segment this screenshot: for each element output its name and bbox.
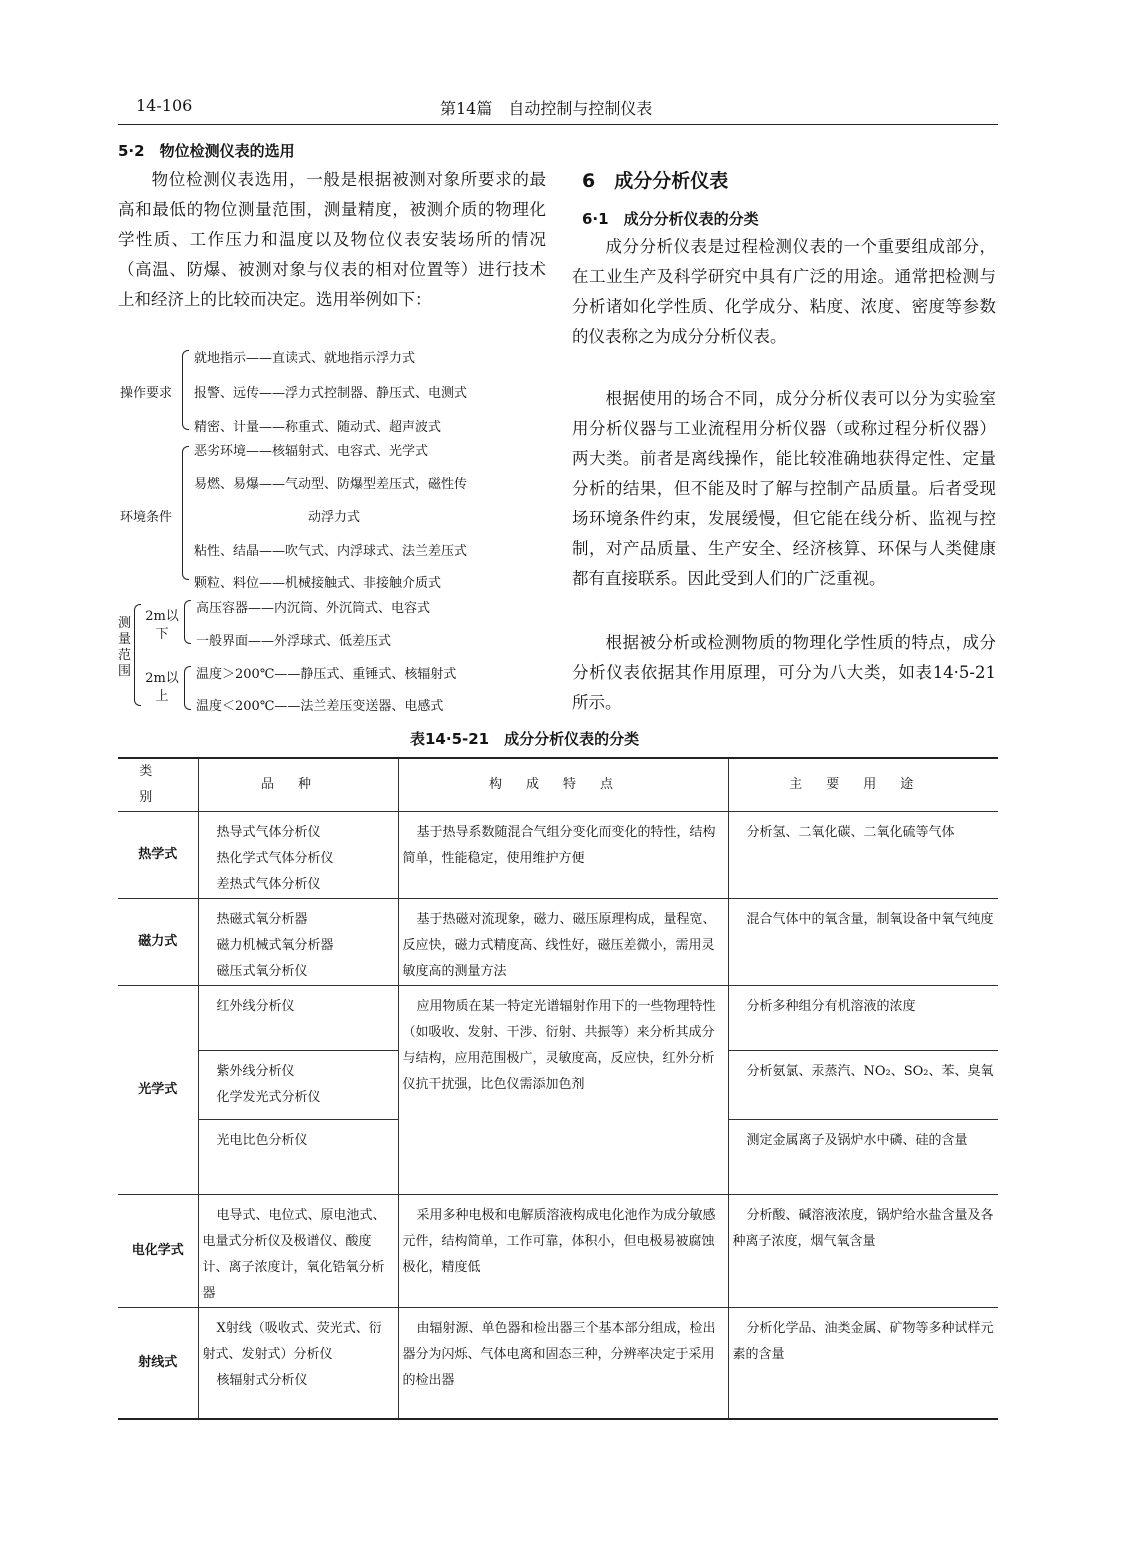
uses-cell: 测定金属离子及锅炉水中磷、硅的含量 [728,1120,998,1195]
features-cell: 基于热磁对流现象，磁力、磁压原理构成，量程宽、反应快，磁力式精度高、线性好，磁压差微小，需用灵敏度高的测量方法 [398,899,728,986]
variety-cell [198,1308,398,1420]
variety-cell [198,1051,398,1120]
section-title: 第14篇 自动控制与控制仪表 [440,99,653,118]
table-row [118,1195,998,1308]
right-paragraph [572,232,996,352]
tree-over-item: 温度＜200℃——法兰差压变送器、电感式 [196,699,444,714]
header-category: 类别 [118,758,198,812]
right-paragraph [572,384,996,594]
left-paragraph-text: 物位检测仪表选用，一般是根据被测对象所要求的最高和最低的物位测量范围，测量精度，被测介质的物理化学性质、工作压力和温度以及物位仪表安装场所的情况（高温、防爆、被测对象与仪表的相对位置等）进行技术上和经济上的比较而决定。选用举例如下： [118,170,546,309]
variety-item: 热化学式气体分析仪 [216,851,334,866]
table-row [118,899,998,986]
table-row [118,986,998,1051]
chapter-title: 6 成分分析仪表 [582,170,729,192]
header-uses: 主要用途 [728,758,998,812]
brace-under [184,600,191,644]
uses-cell: 分析氢、二氧化碳、二氧化硫等气体 [728,812,998,899]
variety-item: X射线（吸收式、荧光式、衍射式、发射式）分析仪 [202,1321,382,1362]
table-caption: 表14·5-21 成分分析仪表的分类 [410,730,640,748]
right-paragraph-text: 成分分析仪表是过程检测仪表的一个重要组成部分，在工业生产及科学研究中具有广泛的用途。通常把检测与分析诸如化学性质、化学成分、粘度、浓度、密度等参数的仪表称之为成分分析仪表。 [572,237,996,346]
uses-cell: 分析氨氯、汞蒸汽、NO₂、SO₂、苯、臭氧 [728,1051,998,1120]
features-cell: 基于热导系数随混合气组分变化而变化的特性，结构简单，性能稳定，使用维护方便 [398,812,728,899]
tree-env-item: 粘性、结晶——吹气式、内浮球式、法兰差压式 [194,544,468,559]
variety-item: 光电比色分析仪 [216,1133,308,1148]
variety-cell [198,1120,398,1195]
variety-cell [198,986,398,1051]
features-cell: 由辐射源、单色器和检出器三个基本部分组成，检出器分为闪烁、气体电离和固态三种，分辨率决定于采用的检出器 [398,1308,728,1420]
variety-item: 红外线分析仪 [216,999,295,1014]
tree-under-item: 一般界面——外浮球式、低差压式 [196,634,392,649]
right-paragraph-text: 根据使用的场合不同，成分分析仪表可以分为实验室用分析仪器与工业流程用分析仪器（或称过程分析仪器）两大类。前者是离线操作，能比较准确地获得定性、定量分析的结果，但不能及时了解与控制产品质量。后者受现场环境条件约束，发展缓慢，但它能在线分析、监视与控制，对产品质量、生产安全、经济核算、环保与人类健康都有直接联系。因此受到人们的广泛重视。 [572,389,996,588]
tree-env-item: 颗粒、料位——机械接触式、非接触介质式 [194,576,442,591]
uses-cell: 混合气体中的氧含量，制氧设备中氧气纯度 [728,899,998,986]
category-cell: 热学式 [118,812,198,899]
tree-env-item: 恶劣环境——核辐射式、电容式、光学式 [194,444,429,459]
uses-cell: 分析酸、碱溶液浓度，锅炉给水盐含量及各种离子浓度，烟气氧含量 [728,1195,998,1308]
features-cell: 应用物质在某一特定光谱辐射作用下的一些物理特性（如吸收、发射、干涉、衍射、共振等）来分析其成分与结构，应用范围极广，灵敏度高，反应快，红外分析仪抗干扰强，比色仪需添加色剂 [398,986,728,1195]
variety-item: 核辐射式分析仪 [216,1373,308,1388]
right-subheading: 6·1 成分分析仪表的分类 [582,210,759,228]
uses-cell: 分析化学品、油类金属、矿物等多种试样元素的含量 [728,1308,998,1420]
header-variety: 品种 [198,758,398,812]
left-paragraph [118,165,546,315]
tree-op-label: 操作要求 [120,386,173,401]
variety-item: 磁压式氧分析仪 [216,964,308,979]
variety-item: 磁力机械式氧分析器 [216,938,334,953]
classification-table [118,757,998,1420]
table-row [118,812,998,899]
variety-cell: 电导式、电位式、原电池式、电量式分析仪及极谱仪、酸度计、离子浓度计，氧化锆氧分析器 [198,1195,398,1308]
uses-cell: 分析多种组分有机溶液的浓度 [728,986,998,1051]
variety-cell [198,812,398,899]
brace-env [182,446,189,580]
tree-env-label: 环境条件 [120,510,173,525]
tree-under-item: 高压容器——内沉筒、外沉筒式、电容式 [196,601,431,616]
tree-env-item: 动浮力式 [308,510,361,525]
category-cell: 磁力式 [118,899,198,986]
brace-over [184,666,191,710]
table-header-row [118,758,998,812]
tree-over-label: 2m以上 [145,671,179,704]
tree-op-item: 就地指示——直读式、就地指示浮力式 [194,351,416,366]
tree-range-label: 测量范围 [118,616,132,679]
features-cell: 采用多种电极和电解质溶液构成电化池作为成分敏感元件，结构简单，工作可靠，体积小，但电极易被腐蚀极化，精度低 [398,1195,728,1308]
variety-item: 化学发光式分析仪 [216,1090,321,1105]
variety-cell [198,899,398,986]
brace-range [134,604,141,706]
brace-op [182,350,189,430]
tree-op-item: 精密、计量——称重式、随动式、超声波式 [194,420,442,435]
variety-item: 差热式气体分析仪 [216,877,321,892]
variety-item: 紫外线分析仪 [216,1064,295,1079]
tree-over-item: 温度＞200℃——静压式、重锤式、核辐射式 [196,667,457,682]
variety-item: 热导式气体分析仪 [216,825,321,840]
category-cell: 射线式 [118,1308,198,1420]
variety-item: 热磁式氧分析器 [216,912,308,927]
tree-under-label: 2m以下 [145,609,179,642]
right-paragraph [572,628,996,718]
table-row [118,1308,998,1420]
left-heading: 5·2 物位检测仪表的选用 [118,142,295,160]
right-paragraph-text: 根据被分析或检测物质的物理化学性质的特点，成分分析仪表依据其作用原理，可分为八大类，如表14·5-21所示。 [572,633,996,712]
page-number: 14-106 [136,96,193,115]
header-rule [118,124,998,125]
category-cell: 光学式 [118,986,198,1195]
tree-env-item: 易燃、易爆——气动型、防爆型差压式，磁性传 [194,477,468,492]
tree-op-item: 报警、远传——浮力式控制器、静压式、电测式 [194,386,468,401]
header-features: 构成特点 [398,758,728,812]
category-cell: 电化学式 [118,1195,198,1308]
